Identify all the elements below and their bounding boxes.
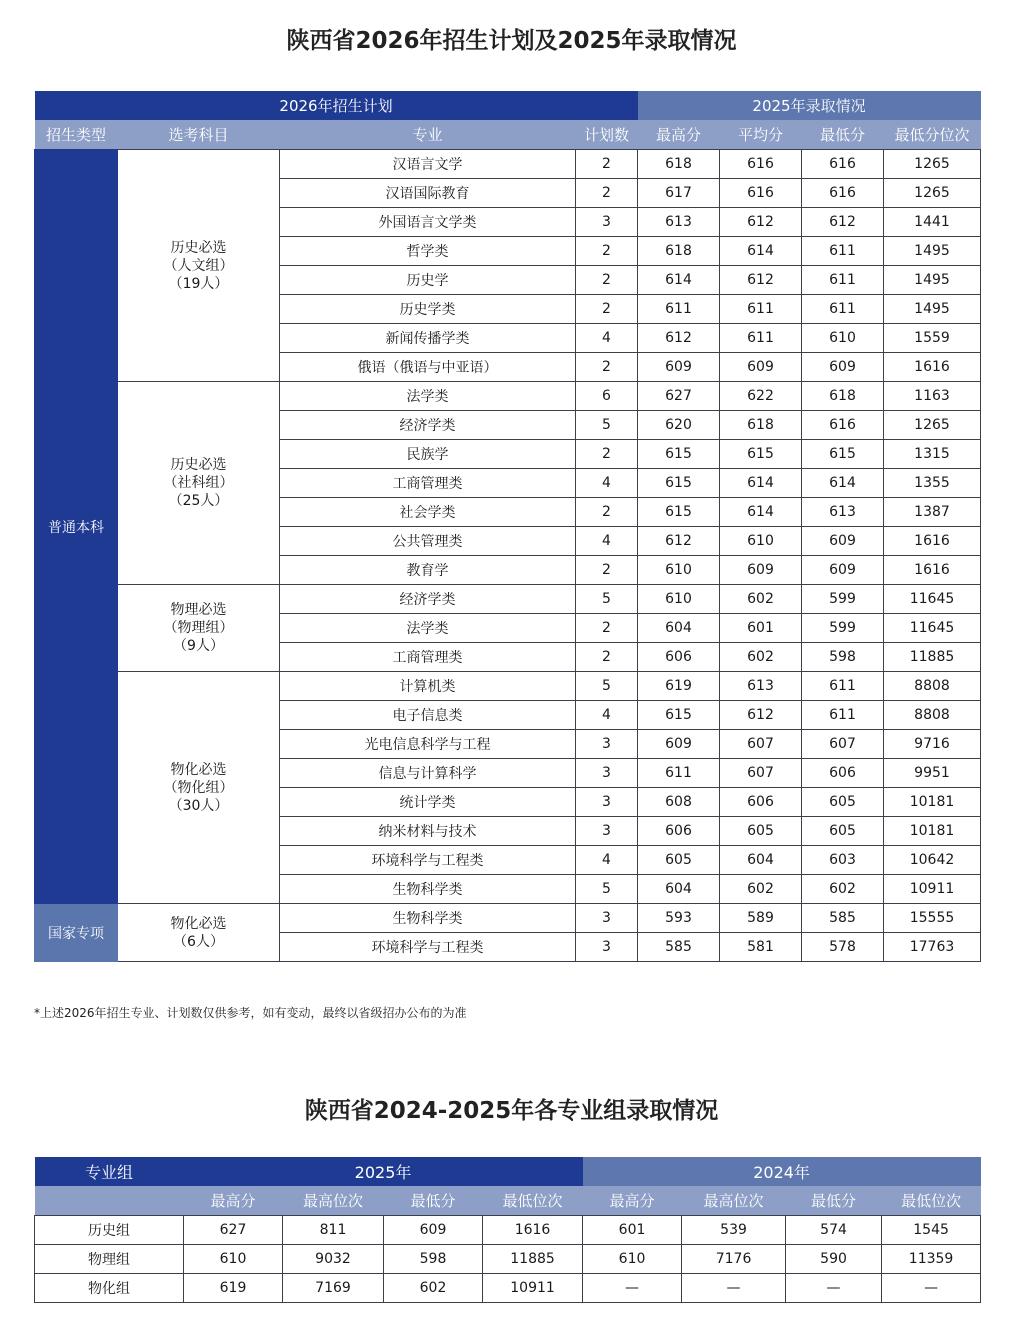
- value-cell: 615: [638, 498, 720, 527]
- value-cell: 1616: [884, 556, 981, 585]
- value-cell: 2: [576, 150, 638, 179]
- value-cell: 1355: [884, 469, 981, 498]
- value-cell: 7169: [283, 1274, 384, 1303]
- value-cell: 1616: [884, 527, 981, 556]
- group-admission-table: [34, 1157, 981, 1303]
- value-cell: 604: [638, 875, 720, 904]
- major-cell: 公共管理类: [280, 527, 576, 556]
- table-row: [35, 904, 981, 933]
- value-cell: 615: [720, 440, 802, 469]
- value-cell: 1495: [884, 266, 981, 295]
- value-cell: 15555: [884, 904, 981, 933]
- value-cell: 602: [802, 875, 884, 904]
- footnote: *上述2026年招生专业、计划数仅供参考，如有变动，最终以省级招办公布的为准: [34, 1006, 467, 1020]
- column-header: 选考科目: [118, 120, 280, 150]
- value-cell: 611: [802, 237, 884, 266]
- year-2025-header: 2025年: [184, 1157, 583, 1186]
- value-cell: 3: [576, 817, 638, 846]
- value-cell: —: [682, 1274, 786, 1303]
- value-cell: 3: [576, 208, 638, 237]
- value-cell: 4: [576, 469, 638, 498]
- subject-line: 物化必选: [170, 915, 227, 932]
- value-cell: 4: [576, 527, 638, 556]
- value-cell: 604: [638, 614, 720, 643]
- major-cell: 民族学: [280, 440, 576, 469]
- value-cell: 1265: [884, 150, 981, 179]
- value-cell: 616: [720, 179, 802, 208]
- subject-line: （社科组）: [163, 475, 234, 491]
- year-2024-header: 2024年: [583, 1157, 981, 1186]
- value-cell: 11645: [884, 614, 981, 643]
- table-row: [35, 150, 981, 179]
- value-cell: 612: [802, 208, 884, 237]
- value-cell: 616: [802, 150, 884, 179]
- value-cell: 8808: [884, 672, 981, 701]
- value-cell: 7176: [682, 1245, 786, 1274]
- major-cell: 汉语言文学: [280, 150, 576, 179]
- value-cell: 10642: [884, 846, 981, 875]
- column-header: 最高位次: [682, 1186, 786, 1216]
- column-header: 最低分: [384, 1186, 483, 1216]
- value-cell: 2: [576, 266, 638, 295]
- value-cell: 605: [638, 846, 720, 875]
- subject-line: 历史必选: [170, 457, 227, 473]
- value-cell: 612: [720, 208, 802, 237]
- subject-cell: [118, 904, 280, 962]
- value-cell: 581: [720, 933, 802, 962]
- value-cell: 601: [720, 614, 802, 643]
- subject-line: （物化组）: [163, 779, 234, 796]
- column-header: 最低分: [802, 120, 884, 150]
- subject-line: （19人）: [168, 275, 229, 292]
- value-cell: 4: [576, 846, 638, 875]
- value-cell: 613: [802, 498, 884, 527]
- value-cell: 1495: [884, 237, 981, 266]
- value-cell: 589: [720, 904, 802, 933]
- value-cell: 1441: [884, 208, 981, 237]
- value-cell: 2: [576, 643, 638, 672]
- value-cell: 17763: [884, 933, 981, 962]
- value-cell: 590: [786, 1245, 882, 1274]
- subject-line: （6人）: [173, 933, 224, 950]
- value-cell: 614: [720, 498, 802, 527]
- value-cell: 613: [720, 672, 802, 701]
- major-cell: 环境科学与工程类: [280, 933, 576, 962]
- value-cell: 622: [720, 382, 802, 411]
- group-column-header: 专业组: [35, 1157, 184, 1186]
- column-header: 招生类型: [35, 120, 118, 150]
- value-cell: 614: [720, 469, 802, 498]
- subject-line: （25人）: [168, 493, 229, 509]
- column-header: 最低位次: [882, 1186, 981, 1216]
- table-row: [35, 1274, 981, 1303]
- value-cell: 2: [576, 237, 638, 266]
- value-cell: 605: [802, 788, 884, 817]
- value-cell: 5: [576, 585, 638, 614]
- value-cell: 4: [576, 324, 638, 353]
- table-row: [35, 585, 981, 614]
- value-cell: 611: [802, 295, 884, 324]
- value-cell: 3: [576, 788, 638, 817]
- value-cell: 1315: [884, 440, 981, 469]
- value-cell: 614: [802, 469, 884, 498]
- value-cell: 606: [720, 788, 802, 817]
- group-name-cell: 物化组: [35, 1274, 184, 1303]
- value-cell: 578: [802, 933, 884, 962]
- value-cell: 9716: [884, 730, 981, 759]
- column-header: 最高分: [184, 1186, 283, 1216]
- value-cell: 3: [576, 933, 638, 962]
- value-cell: 606: [802, 759, 884, 788]
- value-cell: 604: [720, 846, 802, 875]
- value-cell: —: [882, 1274, 981, 1303]
- value-cell: 607: [720, 730, 802, 759]
- subject-line: 物化必选: [170, 761, 227, 778]
- blank-header: [35, 1186, 184, 1216]
- value-cell: 598: [384, 1245, 483, 1274]
- major-cell: 光电信息科学与工程: [280, 730, 576, 759]
- value-cell: 614: [720, 237, 802, 266]
- major-cell: 信息与计算科学: [280, 759, 576, 788]
- value-cell: 605: [802, 817, 884, 846]
- value-cell: —: [786, 1274, 882, 1303]
- major-cell: 经济学类: [280, 585, 576, 614]
- value-cell: 10911: [483, 1274, 583, 1303]
- value-cell: 606: [638, 643, 720, 672]
- value-cell: 599: [802, 614, 884, 643]
- value-cell: 611: [638, 295, 720, 324]
- value-cell: 615: [802, 440, 884, 469]
- value-cell: 616: [802, 179, 884, 208]
- value-cell: 5: [576, 875, 638, 904]
- value-cell: 614: [638, 266, 720, 295]
- value-cell: 602: [720, 875, 802, 904]
- value-cell: 3: [576, 759, 638, 788]
- subject-line: 物理必选: [170, 602, 227, 618]
- major-cell: 工商管理类: [280, 643, 576, 672]
- major-cell: 经济学类: [280, 411, 576, 440]
- value-cell: 1387: [884, 498, 981, 527]
- value-cell: 615: [638, 440, 720, 469]
- major-cell: 法学类: [280, 614, 576, 643]
- group-name-cell: 物理组: [35, 1245, 184, 1274]
- value-cell: 1265: [884, 179, 981, 208]
- major-cell: 教育学: [280, 556, 576, 585]
- value-cell: 612: [638, 324, 720, 353]
- column-header: 最高分: [583, 1186, 682, 1216]
- major-cell: 生物科学类: [280, 904, 576, 933]
- value-cell: 2: [576, 614, 638, 643]
- value-cell: 2: [576, 440, 638, 469]
- value-cell: 611: [720, 295, 802, 324]
- value-cell: 8808: [884, 701, 981, 730]
- plan-group-header: 2026年招生计划: [35, 91, 638, 120]
- value-cell: 612: [638, 527, 720, 556]
- column-header: 最低分: [786, 1186, 882, 1216]
- admission-type-cell: 普通本科: [35, 150, 118, 904]
- major-cell: 新闻传播学类: [280, 324, 576, 353]
- value-cell: 611: [720, 324, 802, 353]
- value-cell: 609: [720, 556, 802, 585]
- value-cell: 1163: [884, 382, 981, 411]
- value-cell: 609: [638, 353, 720, 382]
- value-cell: 10181: [884, 817, 981, 846]
- column-header: 计划数: [576, 120, 638, 150]
- value-cell: 612: [720, 266, 802, 295]
- subject-line: 历史必选: [170, 239, 227, 256]
- value-cell: 610: [638, 556, 720, 585]
- value-cell: 1616: [483, 1216, 583, 1245]
- value-cell: 612: [720, 701, 802, 730]
- value-cell: 602: [720, 585, 802, 614]
- value-cell: 619: [638, 672, 720, 701]
- value-cell: 601: [583, 1216, 682, 1245]
- column-header: 最高分: [638, 120, 720, 150]
- page-title: 陕西省2026年招生计划及2025年录取情况: [286, 28, 737, 54]
- value-cell: 2: [576, 556, 638, 585]
- value-cell: 3: [576, 730, 638, 759]
- value-cell: 627: [184, 1216, 283, 1245]
- value-cell: 585: [638, 933, 720, 962]
- major-cell: 电子信息类: [280, 701, 576, 730]
- value-cell: 615: [638, 701, 720, 730]
- section-title: 陕西省2024-2025年各专业组录取情况: [304, 1098, 719, 1124]
- column-header: 专业: [280, 120, 576, 150]
- value-cell: 11645: [884, 585, 981, 614]
- column-header: 平均分: [720, 120, 802, 150]
- value-cell: 608: [638, 788, 720, 817]
- table-row: [35, 1216, 981, 1245]
- value-cell: 1545: [882, 1216, 981, 1245]
- major-cell: 纳米材料与技术: [280, 817, 576, 846]
- value-cell: 6: [576, 382, 638, 411]
- value-cell: 619: [184, 1274, 283, 1303]
- value-cell: 618: [638, 150, 720, 179]
- subject-line: （物理组）: [163, 620, 234, 636]
- value-cell: 9951: [884, 759, 981, 788]
- major-cell: 工商管理类: [280, 469, 576, 498]
- subject-line: （人文组）: [163, 257, 234, 274]
- value-cell: 617: [638, 179, 720, 208]
- value-cell: 609: [638, 730, 720, 759]
- table-row: [35, 672, 981, 701]
- table-row: [35, 382, 981, 411]
- column-header: 最低分位次: [884, 120, 981, 150]
- value-cell: 609: [802, 353, 884, 382]
- value-cell: 606: [638, 817, 720, 846]
- value-cell: 1265: [884, 411, 981, 440]
- major-cell: 生物科学类: [280, 875, 576, 904]
- value-cell: —: [583, 1274, 682, 1303]
- value-cell: 620: [638, 411, 720, 440]
- value-cell: 618: [720, 411, 802, 440]
- subject-cell: [118, 672, 280, 904]
- subject-line: （30人）: [168, 797, 229, 814]
- value-cell: 598: [802, 643, 884, 672]
- value-cell: 11885: [884, 643, 981, 672]
- value-cell: 618: [638, 237, 720, 266]
- value-cell: 609: [802, 527, 884, 556]
- value-cell: 11359: [882, 1245, 981, 1274]
- value-cell: 610: [802, 324, 884, 353]
- value-cell: 2: [576, 498, 638, 527]
- value-cell: 607: [802, 730, 884, 759]
- value-cell: 611: [802, 266, 884, 295]
- value-cell: 618: [802, 382, 884, 411]
- value-cell: 610: [638, 585, 720, 614]
- value-cell: 9032: [283, 1245, 384, 1274]
- value-cell: 585: [802, 904, 884, 933]
- value-cell: 593: [638, 904, 720, 933]
- value-cell: 609: [384, 1216, 483, 1245]
- group-name-cell: 历史组: [35, 1216, 184, 1245]
- value-cell: 5: [576, 411, 638, 440]
- value-cell: 5: [576, 672, 638, 701]
- major-cell: 汉语国际教育: [280, 179, 576, 208]
- value-cell: 3: [576, 904, 638, 933]
- value-cell: 1559: [884, 324, 981, 353]
- value-cell: 609: [720, 353, 802, 382]
- major-cell: 计算机类: [280, 672, 576, 701]
- value-cell: 616: [720, 150, 802, 179]
- value-cell: 2: [576, 295, 638, 324]
- value-cell: 1495: [884, 295, 981, 324]
- table-row: [35, 1245, 981, 1274]
- value-cell: 599: [802, 585, 884, 614]
- value-cell: 603: [802, 846, 884, 875]
- subject-cell: [118, 150, 280, 382]
- value-cell: 10181: [884, 788, 981, 817]
- subject-cell: [118, 382, 280, 585]
- value-cell: 615: [638, 469, 720, 498]
- value-cell: 574: [786, 1216, 882, 1245]
- result-group-header: 2025年录取情况: [638, 91, 981, 120]
- major-cell: 社会学类: [280, 498, 576, 527]
- major-cell: 环境科学与工程类: [280, 846, 576, 875]
- value-cell: 605: [720, 817, 802, 846]
- value-cell: 2: [576, 353, 638, 382]
- value-cell: 1616: [884, 353, 981, 382]
- value-cell: 10911: [884, 875, 981, 904]
- value-cell: 609: [802, 556, 884, 585]
- admission-type-cell: 国家专项: [35, 904, 118, 962]
- major-cell: 法学类: [280, 382, 576, 411]
- major-cell: 哲学类: [280, 237, 576, 266]
- column-header: 最高位次: [283, 1186, 384, 1216]
- value-cell: 11885: [483, 1245, 583, 1274]
- column-header: 最低位次: [483, 1186, 583, 1216]
- subject-cell: [118, 585, 280, 672]
- value-cell: 610: [720, 527, 802, 556]
- value-cell: 627: [638, 382, 720, 411]
- admission-plan-table: [34, 91, 981, 962]
- value-cell: 613: [638, 208, 720, 237]
- value-cell: 610: [583, 1245, 682, 1274]
- value-cell: 611: [802, 672, 884, 701]
- value-cell: 607: [720, 759, 802, 788]
- major-cell: 历史学: [280, 266, 576, 295]
- value-cell: 611: [638, 759, 720, 788]
- major-cell: 统计学类: [280, 788, 576, 817]
- value-cell: 539: [682, 1216, 786, 1245]
- major-cell: 外国语言文学类: [280, 208, 576, 237]
- value-cell: 611: [802, 701, 884, 730]
- subject-line: （9人）: [173, 638, 224, 654]
- major-cell: 历史学类: [280, 295, 576, 324]
- value-cell: 2: [576, 179, 638, 208]
- value-cell: 610: [184, 1245, 283, 1274]
- value-cell: 616: [802, 411, 884, 440]
- value-cell: 602: [384, 1274, 483, 1303]
- major-cell: 俄语（俄语与中亚语）: [280, 353, 576, 382]
- value-cell: 811: [283, 1216, 384, 1245]
- value-cell: 4: [576, 701, 638, 730]
- value-cell: 602: [720, 643, 802, 672]
